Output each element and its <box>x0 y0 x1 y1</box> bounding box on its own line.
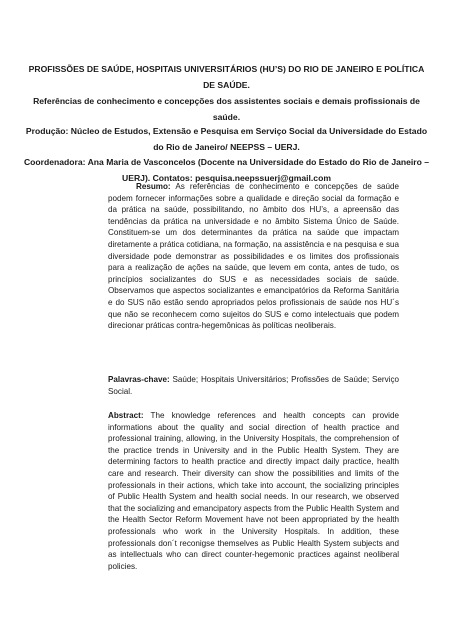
abstract-text: The knowledge references and health concepts can provide informations about the quality and social direction of health practice and professional training, allowing, in the University Hospitals, the comprehension of the practice trends in University and in the Public Health System. They are determining factors to health practice and directly impact daily practice, health care and research. Their diversity can show the possibilities and limits of the professionals in their actions, which take into account, the socializing principles of Public Health System and health social needs. In our research, we observed that the socializing and emancipatory aspects from the Public Health System and the Health Sector Reform Movement have not been appropriated by the health professionals who work in the University Hospitals. In addition, these professionals don´t reconigse themselves as Public Health System subjects and as intellectuals who can direct counter-hegemonic practices against neoliberal policies. <box>108 411 399 571</box>
production-credit: Produção: Núcleo de Estudos, Extensão e Pesquisa em Serviço Social da Universidade do Estado do Rio de Janeiro/ NEEPSS – UERJ. <box>25 126 428 152</box>
keywords-section <box>108 374 399 397</box>
keywords-label: Palavras-chave: <box>108 375 170 384</box>
abstract-label: Abstract: <box>108 411 144 420</box>
resumo-text: As referências de conhecimento e concepções de saúde podem fornecer informações sobre a qualidade e direção social da formação e da prática na saúde, possibilitando, no âmbito dos HU’s, a apreensão das tendências da prática na universidade e no âmbito Sistema Único de Saúde. Constituem-se um dos determinantes da prática na saúde que impactam diretamente a prática cotidiana, na formação, na assistência e na pesquisa e sua diversidade pode demonstrar as possibilidades e os limites dos profissionais para a realização de ações na saúde, que levem em conta, antes de tudo, os princípios socializantes do SUS e as necessidades sociais de saúde. Observamos que aspectos socializantes e emancipatórios da Reforma Sanitária e do SUS não estão sendo apropriados pelos profissionais de saúde nos HU´s que não se reconhecem como sujeitos do SUS e como intelectuais que podem direcionar práticas contra-hegemônicas às políticas neoliberais. <box>108 182 399 331</box>
keywords-paragraph <box>108 374 399 397</box>
abstract-paragraph <box>108 410 399 572</box>
document-subtitle: Referências de conhecimento e concepções dos assistentes sociais e demais profissionais de saúde. <box>33 96 420 122</box>
coordinator-credit: Coordenadora: Ana Maria de Vasconcelos (Docente na Universidade do Estado do Rio de Janeiro – UERJ). Contatos: pesquisa.neepssuerj@gmail.com <box>23 157 430 183</box>
resumo-section <box>108 181 399 332</box>
resumo-label: Resumo: <box>136 182 171 191</box>
keywords-text: Saúde; Hospitais Universitários; Profissões de Saúde; Serviço Social. <box>108 375 400 396</box>
abstract-section <box>108 410 399 572</box>
document-title: PROFISSÕES DE SAÚDE, HOSPITAIS UNIVERSITÁRIOS (HU’S) DO RIO DE JANEIRO E POLÍTICA DE SAÚDE. <box>28 64 425 90</box>
resumo-paragraph <box>108 181 399 332</box>
